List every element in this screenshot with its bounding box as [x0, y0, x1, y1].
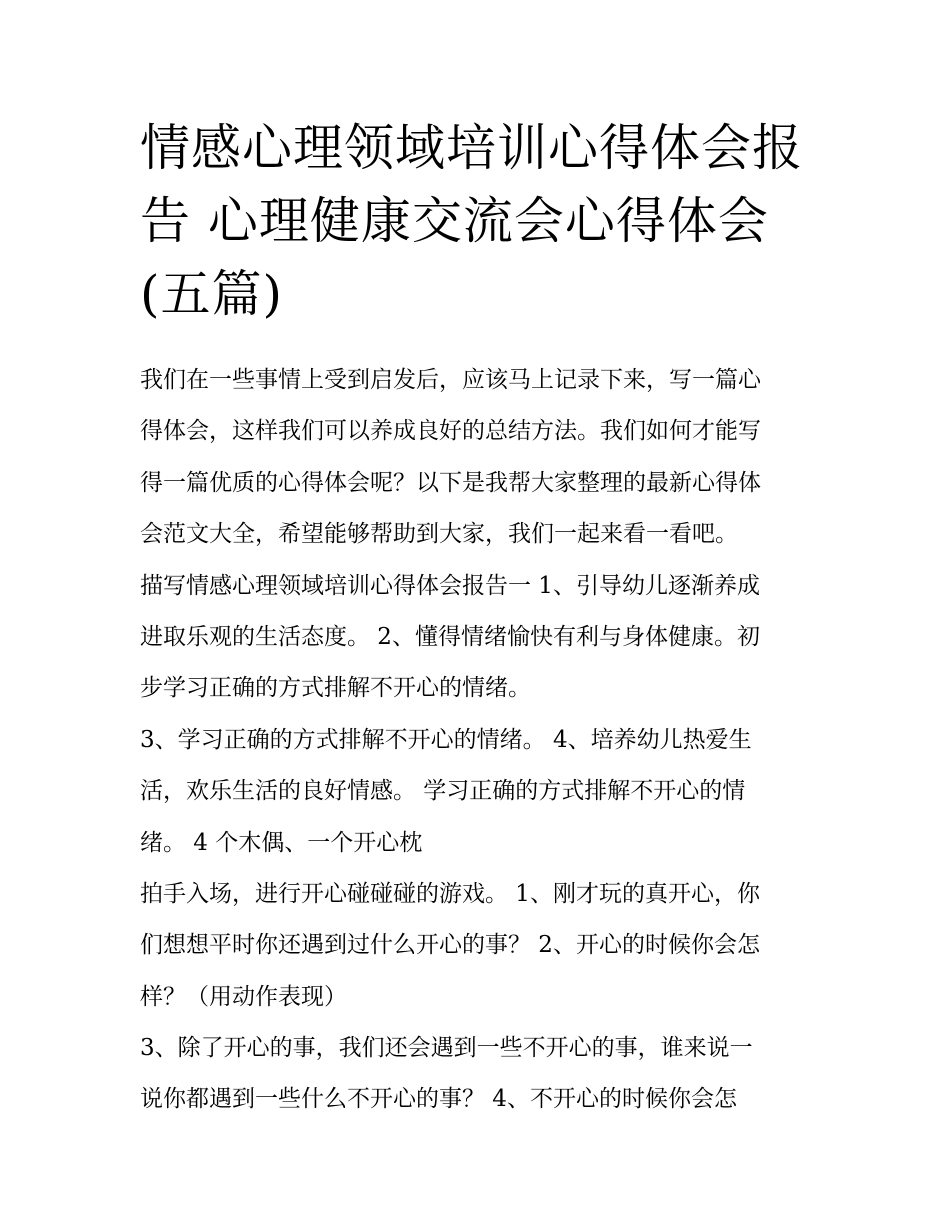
title-line-3: (五篇) — [140, 265, 284, 323]
body-line: 绪。 4 个木偶、一个开心枕 — [140, 829, 423, 856]
document-body — [140, 355, 820, 1126]
body-line: 得一篇优质的心得体会呢？以下是我帮大家整理的最新心得体 — [140, 469, 761, 496]
body-line: 说你都遇到一些什么不开心的事？ 4、不开心的时候你会怎 — [140, 1086, 737, 1113]
body-line: 得体会，这样我们可以养成良好的总结方法。我们如何才能写 — [140, 418, 761, 445]
body-line: 会范文大全，希望能够帮助到大家，我们一起来看一看吧。 — [140, 521, 738, 548]
body-line: 我们在一些事情上受到启发后，应该马上记录下来，写一篇心 — [140, 367, 761, 393]
body-line: 样？（用动作表现） — [140, 983, 347, 1010]
document-title — [140, 112, 820, 331]
body-line: 拍手入场，进行开心碰碰碰的游戏。 1、刚才玩的真开心，你 — [140, 880, 760, 907]
body-line: 们想想平时你还遇到过什么开心的事？ 2、开心的时候你会怎 — [140, 932, 760, 959]
title-line-2: 告 心理健康交流会心得体会 — [140, 192, 769, 250]
body-line: 步学习正确的方式排解不开心的情绪。 — [140, 675, 531, 702]
body-line: 3、学习正确的方式排解不开心的情绪。 4、培养幼儿热爱生 — [140, 726, 752, 753]
body-line: 3、除了开心的事，我们还会遇到一些不开心的事，谁来说一 — [140, 1035, 753, 1062]
title-line-1: 情感心理领域培训心得体会报 — [140, 119, 803, 177]
body-line: 描写情感心理领域培训心得体会报告一 1、引导幼儿逐渐养成 — [140, 572, 760, 599]
body-line: 进取乐观的生活态度。 2、懂得情绪愉快有利与身体健康。初 — [140, 623, 760, 650]
body-line: 活，欢乐生活的良好情感。 学习正确的方式排解不开心的情 — [140, 778, 746, 805]
